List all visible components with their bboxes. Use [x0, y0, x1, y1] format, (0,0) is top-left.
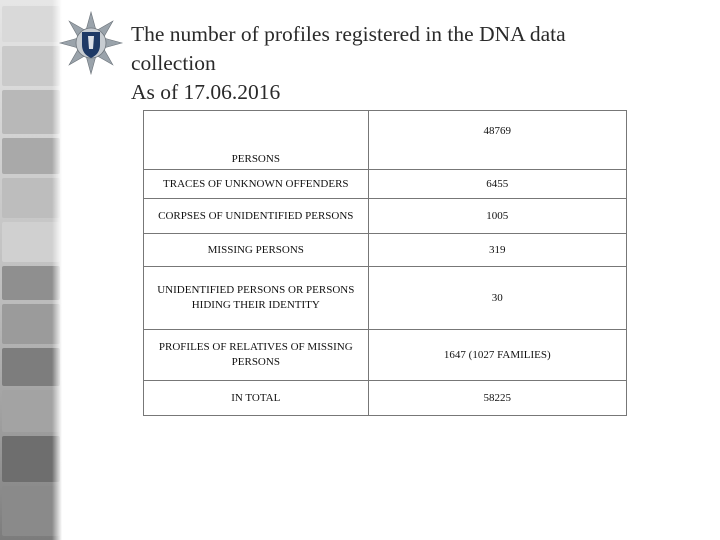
row-value: 58225 — [368, 381, 626, 416]
row-label: CORPSES OF UNIDENTIFIED PERSONS — [144, 199, 369, 234]
table-row — [144, 170, 627, 199]
table-row — [144, 267, 627, 330]
row-label: UNIDENTIFIED PERSONS OR PERSONS HIDING THEIR IDENTITY — [144, 267, 369, 330]
strip-fade — [52, 0, 62, 540]
table-row-total — [144, 381, 627, 416]
row-value: 6455 — [368, 170, 626, 199]
table-row — [144, 199, 627, 234]
row-value: 48769 — [368, 111, 626, 170]
row-label: IN TOTAL — [144, 381, 369, 416]
title-line-1: The number of profiles registered in the DNA data — [131, 22, 566, 46]
table-row — [144, 234, 627, 267]
forensic-photo-strip — [0, 0, 62, 540]
title-line-2: collection — [131, 51, 216, 75]
row-label: MISSING PERSONS — [144, 234, 369, 267]
row-value: 1005 — [368, 199, 626, 234]
row-value: 1647 (1027 FAMILIES) — [368, 330, 626, 381]
row-label: TRACES OF UNKNOWN OFFENDERS — [144, 170, 369, 199]
police-star-emblem-icon — [58, 10, 124, 76]
row-value: 319 — [368, 234, 626, 267]
row-value: 30 — [368, 267, 626, 330]
table-row — [144, 111, 627, 170]
row-label: PROFILES OF RELATIVES OF MISSING PERSONS — [144, 330, 369, 381]
table-row — [144, 330, 627, 381]
dna-profiles-table — [143, 110, 627, 416]
title-date-line: As of 17.06.2016 — [131, 80, 281, 104]
page-title — [131, 20, 701, 107]
row-label: PERSONS — [144, 111, 369, 170]
